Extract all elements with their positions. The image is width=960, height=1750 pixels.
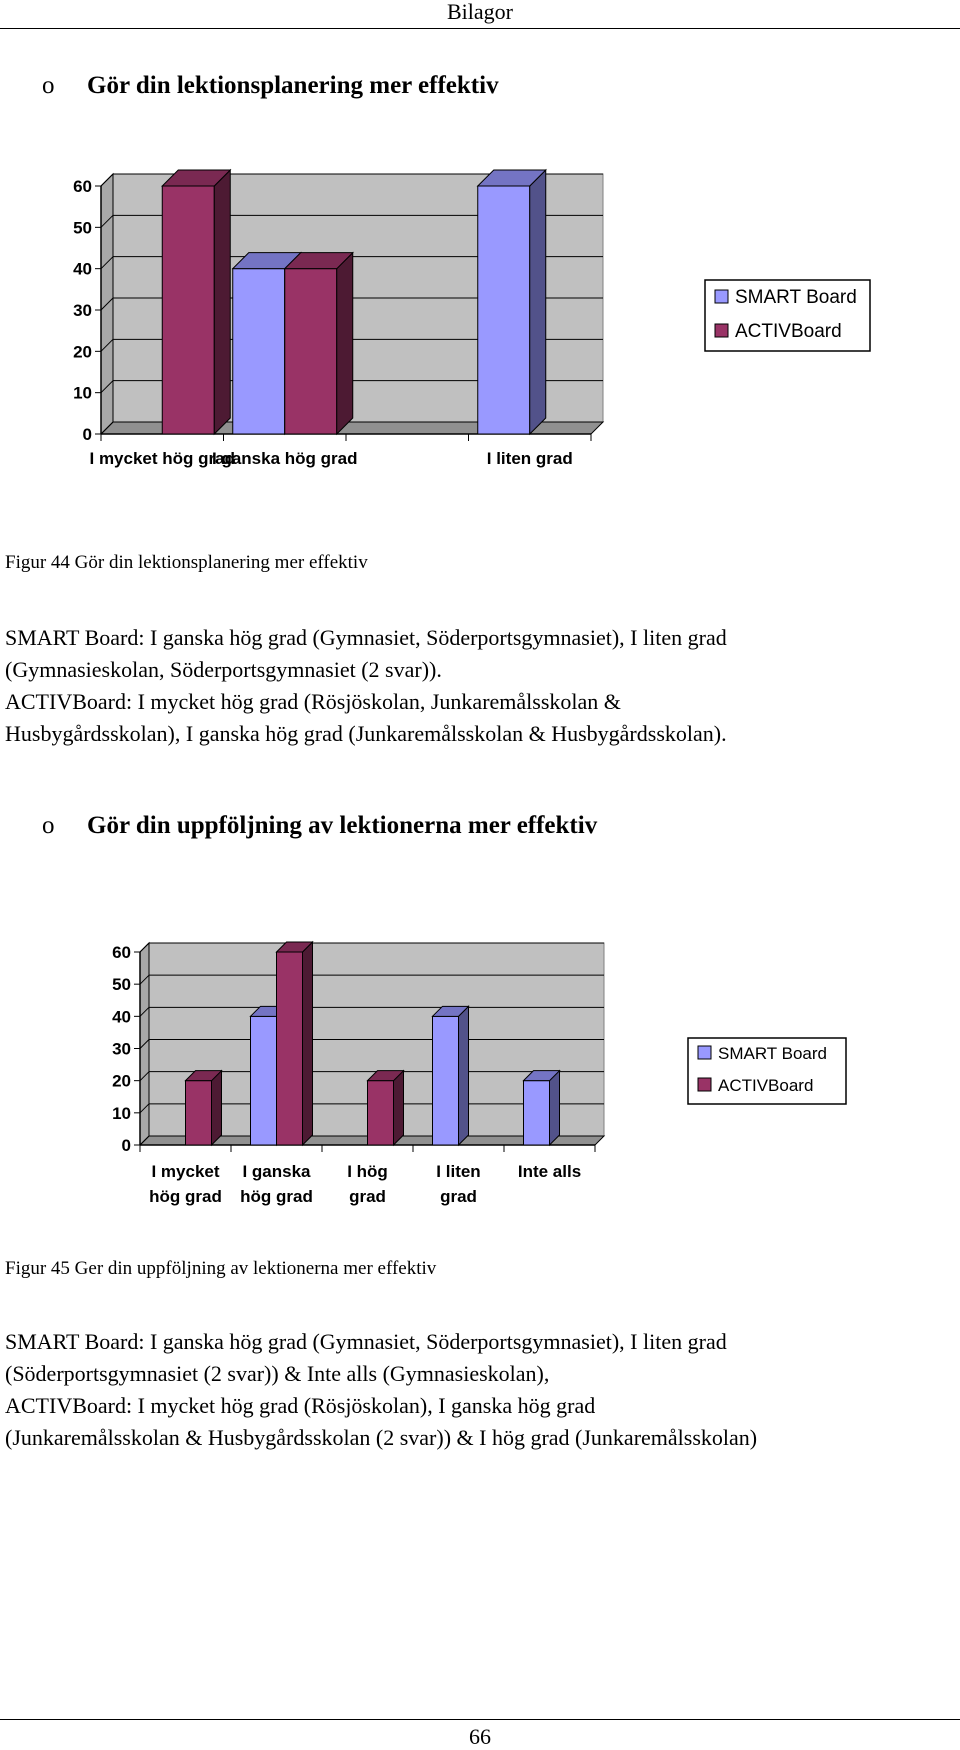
y-tick-label: 0 [82,425,92,444]
y-tick-label: 40 [73,259,92,279]
bar-activboard [277,952,303,1145]
bar-smart-board [251,1016,277,1145]
bar-side-activboard [212,1071,222,1145]
x-category-label: hög grad [240,1187,313,1206]
bar-side-smart-board [459,1006,469,1145]
bar-smart-board [524,1081,550,1145]
y-tick-label: 60 [73,177,92,196]
bar-activboard [162,186,214,434]
x-category-label: grad [349,1187,386,1206]
section2-heading-text: Gör din uppföljning av lektionerna mer effektiv [87,812,598,839]
section1-bullet: o [42,72,55,99]
section1-line: ACTIVBoard: I mycket hög grad (Rösjöskolan, Junkaremålsskolan & [5,689,621,714]
y-tick-label: 10 [73,383,92,403]
section2-line: (Junkaremålsskolan & Husbygårdsskolan (2 svar)) & I hög grad (Junkaremålsskolan) [5,1425,758,1450]
x-category-label: I liten [436,1162,481,1181]
bar-activboard [186,1081,212,1145]
y-tick-label: 50 [73,218,92,238]
section2-heading [42,812,597,840]
legend-swatch-smart-board [698,1046,711,1059]
y-tick-label: 20 [112,1071,131,1091]
chart-uppfoljning [0,930,960,1230]
footer-rule [0,1719,960,1720]
legend-swatch-activboard [715,324,728,337]
section2-bullet: o [42,812,55,839]
x-category-label: I ganska [242,1162,311,1181]
legend-label-smart-board: SMART Board [718,1044,827,1063]
section2-description [5,1326,955,1454]
x-category-label: I hög [347,1162,388,1181]
y-tick-label: 40 [112,1007,131,1027]
bar-side-smart-board [550,1071,560,1145]
page-number: 66 [469,1724,491,1749]
bar-activboard [285,269,337,434]
section1-heading-text: Gör din lektionsplanering mer effektiv [87,72,499,99]
legend-swatch-smart-board [715,290,728,303]
y-tick-label: 60 [112,943,131,962]
bar-smart-board [233,269,285,434]
x-category-label: Inte alls [517,1162,582,1181]
y-tick-label: 10 [112,1103,131,1123]
legend-swatch-activboard [698,1078,711,1091]
x-category-label: hög grad [149,1187,222,1206]
bar-side-activboard [303,942,313,1145]
section1-line: SMART Board: I ganska hög grad (Gymnasiet, Söderportsgymnasiet), I liten grad [5,625,727,650]
legend-label-activboard: ACTIVBoard [735,321,842,342]
bar-smart-board [433,1016,459,1145]
section2-line: SMART Board: I ganska hög grad (Gymnasiet, Söderportsgymnasiet), I liten grad [5,1329,727,1354]
y-tick-label: 0 [121,1136,131,1155]
x-category-label: grad [440,1187,477,1206]
y-tick-label: 50 [112,975,131,995]
legend-label-smart-board: SMART Board [735,287,857,308]
section2-line: ACTIVBoard: I mycket hög grad (Rösjöskolan), I ganska hög grad [5,1393,596,1418]
y-tick-label: 20 [73,342,92,362]
bar-activboard [368,1081,394,1145]
legend-label-activboard: ACTIVBoard [718,1076,814,1095]
section1-line: (Gymnasieskolan, Söderportsgymnasiet (2 svar)). [5,657,442,682]
bar-side-activboard [214,170,230,434]
x-category-label: I mycket [151,1162,220,1181]
section1-caption: Figur 44 Gör din lektionsplanering mer effektiv [5,552,368,573]
section1-heading [42,72,499,100]
bar-side-activboard [394,1071,404,1145]
y-tick-label: 30 [73,301,92,320]
section1-description [5,622,955,750]
chart-lektionsplanering [0,140,960,480]
y-tick-label: 30 [112,1039,131,1059]
bar-side-smart-board [530,170,546,434]
header-title: Bilagor [447,0,513,24]
x-category-label: I mycket hög grad [89,449,235,468]
bar-smart-board [478,186,530,434]
section2-line: (Söderportsgymnasiet (2 svar)) & Inte alls (Gymnasieskolan), [5,1361,550,1386]
header-rule [0,28,960,29]
x-category-label: I ganska hög grad [212,449,358,468]
bar-side-activboard [337,253,353,434]
section2-caption: Figur 45 Ger din uppföljning av lektionerna mer effektiv [5,1258,437,1279]
x-category-label: I liten grad [486,449,573,468]
section1-line: Husbygårdsskolan), I ganska hög grad (Junkaremålsskolan & Husbygårdsskolan). [5,721,727,746]
